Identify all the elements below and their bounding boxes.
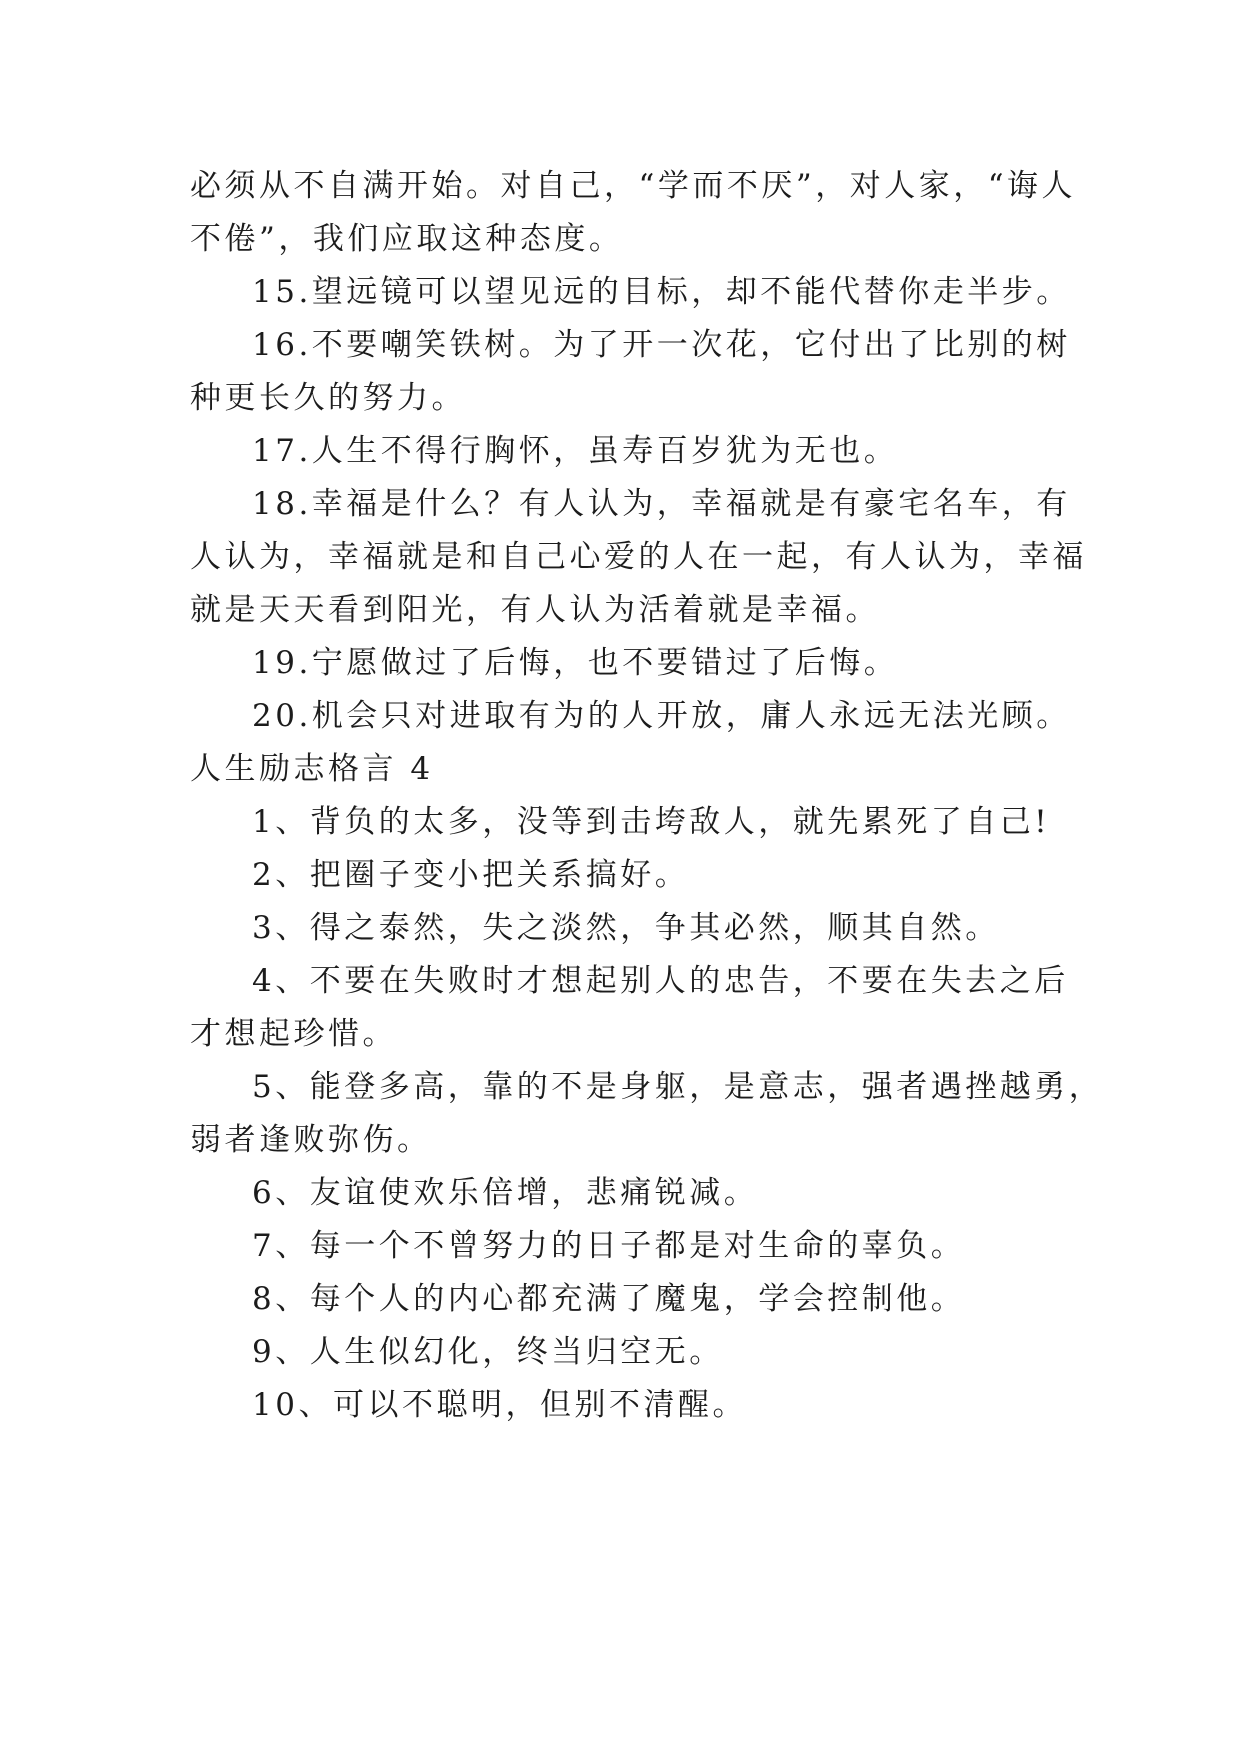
list-item-17: 17.人生不得行胸怀，虽寿百岁犹为无也。 (252, 433, 899, 469)
list-item-8: 8、每个人的内心都充满了魔鬼，学会控制他。 (252, 1281, 966, 1317)
list-item-1: 1、背负的太多，没等到击垮敌人，就先累死了自己! (252, 804, 1051, 840)
list-item-20: 20.机会只对进取有为的人开放，庸人永远无法光顾。 (252, 698, 1071, 734)
text-line: 就是天天看到阳光，有人认为活着就是幸福。 (190, 592, 880, 628)
text-line: 必须从不自满开始。对自己，“学而不厌”，对人家，“诲人 (190, 168, 1077, 204)
list-item-10: 10、可以不聪明，但别不清醒。 (252, 1387, 747, 1423)
list-item-5: 5、能登多高，靠的不是身躯，是意志，强者遇挫越勇， (252, 1069, 1104, 1105)
list-item-18: 18.幸福是什么？有人认为，幸福就是有豪宅名车，有 (252, 486, 1071, 522)
list-item-2: 2、把圈子变小把关系搞好。 (252, 857, 690, 893)
text-line: 才想起珍惜。 (190, 1016, 397, 1052)
list-item-3: 3、得之泰然，失之淡然，争其必然，顺其自然。 (252, 910, 1000, 946)
list-item-16: 16.不要嘲笑铁树。为了开一次花，它付出了比别的树 (252, 327, 1071, 363)
list-item-6: 6、友谊使欢乐倍增，悲痛锐减。 (252, 1175, 759, 1211)
text-line: 不倦”，我们应取这种态度。 (190, 221, 624, 257)
list-item-15: 15.望远镜可以望见远的目标，却不能代替你走半步。 (252, 274, 1071, 310)
text-line: 人认为，幸福就是和自己心爱的人在一起，有人认为，幸福 (190, 539, 1087, 575)
list-item-19: 19.宁愿做过了后悔，也不要错过了后悔。 (252, 645, 899, 681)
section-heading: 人生励志格言 4 (190, 751, 434, 787)
list-item-4: 4、不要在失败时才想起别人的忠告，不要在失去之后 (252, 963, 1069, 999)
text-line: 种更长久的努力。 (190, 380, 466, 416)
text-line: 弱者逢败弥伤。 (190, 1122, 432, 1158)
list-item-7: 7、每一个不曾努力的日子都是对生命的辜负。 (252, 1228, 966, 1264)
list-item-9: 9、人生似幻化，终当归空无。 (252, 1334, 724, 1370)
